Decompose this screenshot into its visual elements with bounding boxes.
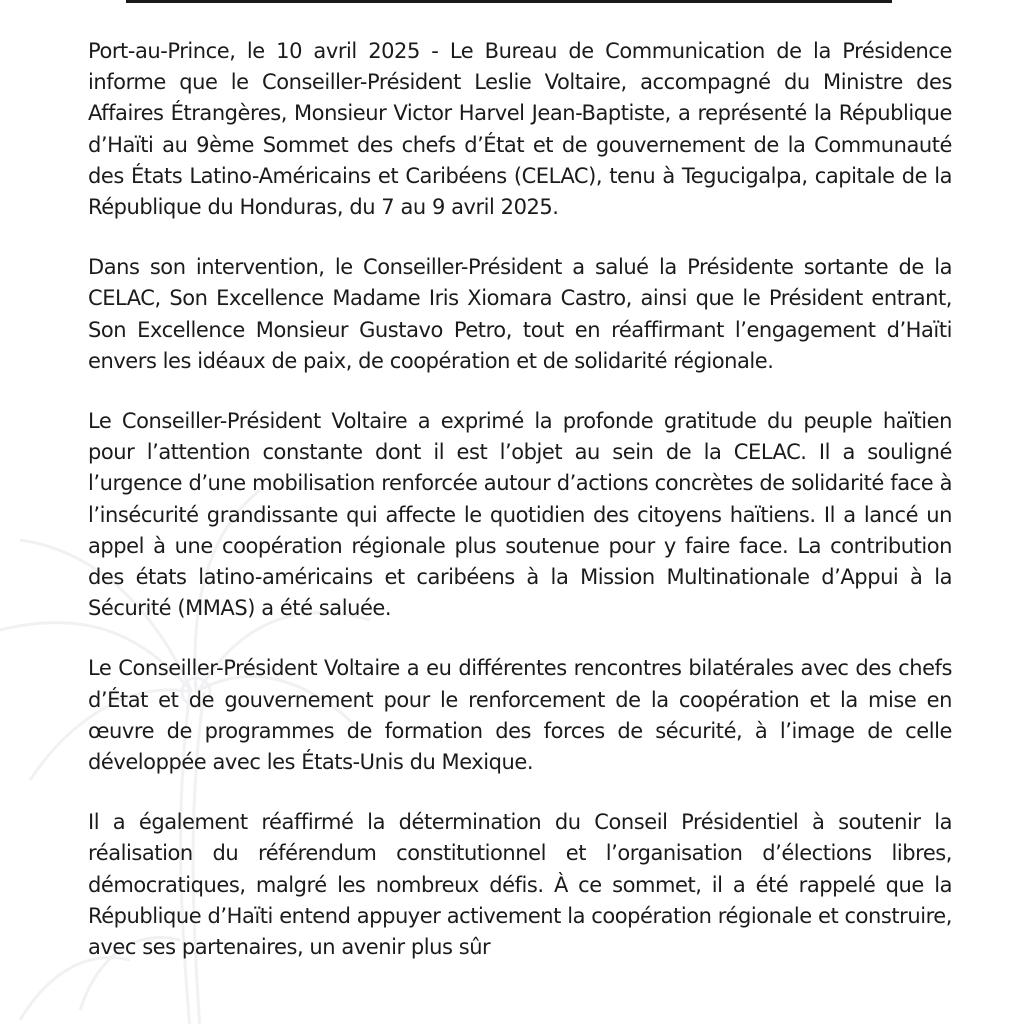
paragraph: Le Conseiller-Président Voltaire a exprimé la profonde gratitude du peuple haïtien pour l’attention constante dont il est l’objet au sein de la CELAC. Il a souligné l’urgence d’une mobilisation renforcée autour d’actions concrètes de solidarité face à l’insécurité grandissante qui affecte le quotidien des citoyens haïtiens. Il a lancé un appel à une coopération régionale plus soutenue pour y faire face. La contribution des états latino-américains et caribéens à la Mission Multinationale d’Appui à la Sécurité (MMAS) a été saluée.	[88, 409, 952, 621]
top-divider	[126, 0, 892, 3]
paragraph: Il a également réaffirmé la détermination du Conseil Présidentiel à soutenir la réalisation du référendum constitutionnel et l’organisation d’élections libres, démocratiques, malgré les nombreux défis. À ce sommet, il a été rappelé que la République d’Haïti entend appuyer activement la coopération régionale et construire, avec ses partenaires, un avenir plus sûr	[88, 810, 952, 960]
paragraph: Port-au-Prince, le 10 avril 2025 - Le Bureau de Communication de la Présidence informe que le Conseiller-Président Leslie Voltaire, accompagné du Ministre des Affaires Étrangères, Monsieur Victor Harvel Jean-Baptiste, a représenté la République d’Haïti au 9ème Sommet des chefs d’État et de gouvernement de la Communauté des États Latino-Américains et Caribéens (CELAC), tenu à Tegucigalpa, capitale de la République du Honduras, du 7 au 9 avril 2025.	[88, 39, 952, 220]
paragraph: Dans son intervention, le Conseiller-Président a salué la Présidente sortante de la CELAC, Son Excellence Madame Iris Xiomara Castro, ainsi que le Président entrant, Son Excellence Monsieur Gustavo Petro, tout en réaffirmant l’engagement d’Haïti envers les idéaux de paix, de coopération et de solidarité régionale.	[88, 255, 952, 373]
paragraph: Le Conseiller-Président Voltaire a eu différentes rencontres bilatérales avec des chefs d’État et de gouvernement pour le renforcement de la coopération et la mise en œuvre de programmes de formation des forces de sécurité, à l’image de celle développée avec les États-Unis du Mexique.	[88, 656, 952, 775]
article-body	[88, 36, 952, 992]
